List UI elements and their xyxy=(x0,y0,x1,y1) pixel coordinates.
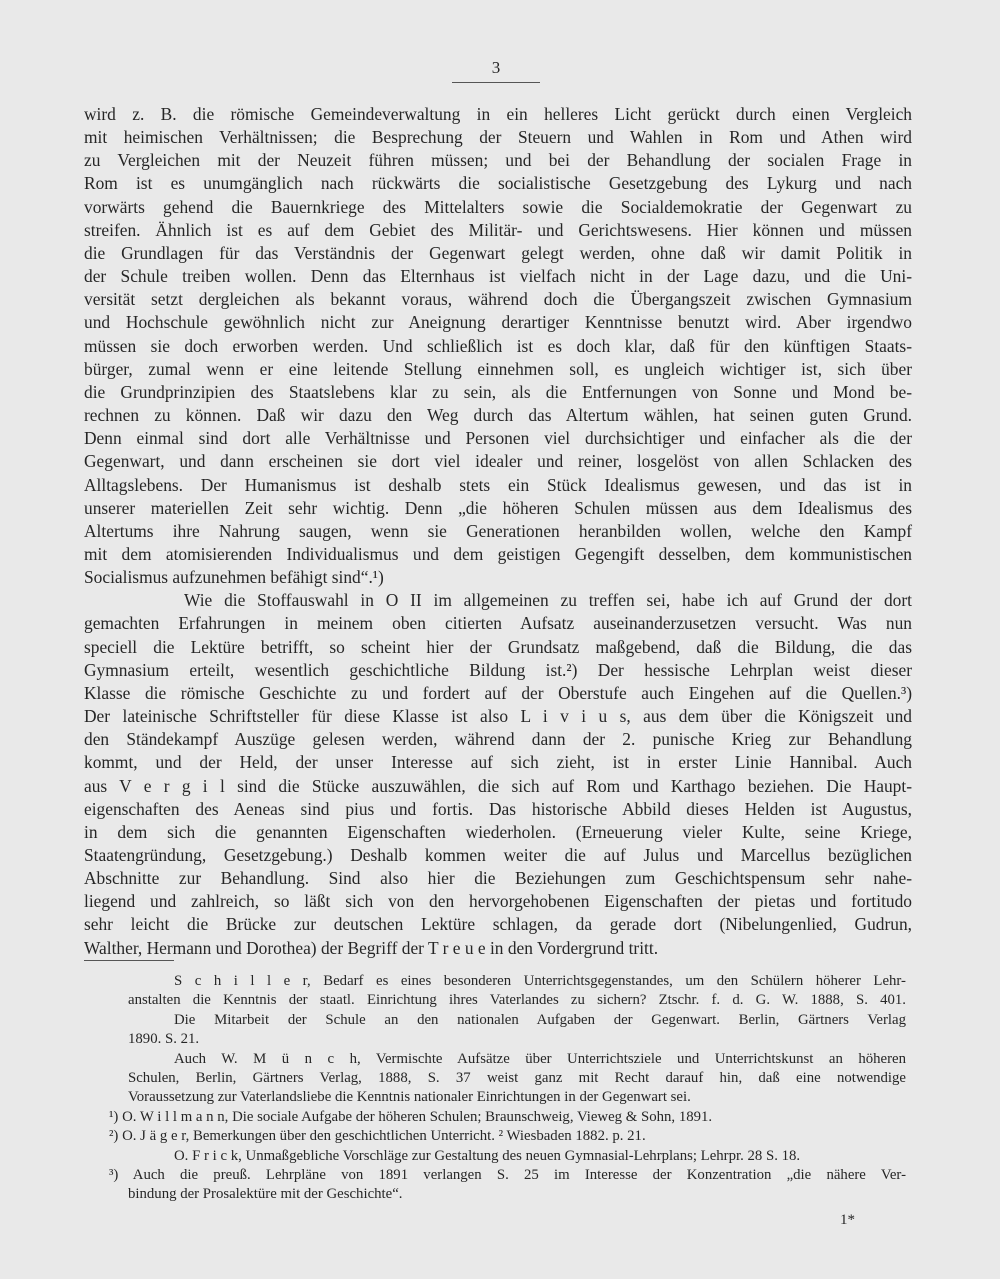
page-number: 3 xyxy=(491,58,501,77)
header-rule xyxy=(452,82,540,83)
text-line: vorwärts gehend die Bauernkriege des Mittelalters sowie die Socialdemokratie der Gegenwart zu xyxy=(84,196,912,217)
main-text xyxy=(84,103,912,960)
text-line: und Hochschule gewöhnlich nicht zur Aneignung derartiger Kenntnisse benutzt wird. Aber irgendwo xyxy=(84,312,912,333)
paragraph-start-line: Wie die Stoffauswahl in O II im allgemeinen zu treffen sei, habe ich auf Grund der dort xyxy=(184,590,912,611)
text-line: Gymnasium erteilt, wesentlich geschichtliche Bildung ist.²) Der hessische Lehrplan weist dieser xyxy=(84,659,912,680)
text-line: mit dem atomisierenden Individualismus und dem geistigen Gegengift desselben, dem kommunistischen xyxy=(84,543,912,564)
text-line: Abschnitte zur Behandlung. Sind also hier die Beziehungen zum Geschichtspensum sehr nahe- xyxy=(84,868,912,889)
footnote-line: O. F r i c k, Unmaßgebliche Vorschläge zur Gestaltung des neuen Gymnasial-Lehrplans; Lehrpr. 28 S. 18. xyxy=(174,1147,801,1164)
text-line: Altertums ihre Nahrung saugen, wenn sie Generationen heranbilden wollen, welche den Kampf xyxy=(84,520,912,541)
text-line: mit heimischen Verhältnissen; die Besprechung der Steuern und Wahlen in Rom und Athen wird xyxy=(84,127,912,148)
text-line: gemachten Erfahrungen in meinem oben citierten Aufsatz auseinanderzusetzen versucht. Was nun xyxy=(84,613,912,634)
text-line: streifen. Ähnlich ist es auf dem Gebiet des Militär- und Gerichtswesens. Hier können und müssen xyxy=(84,219,912,240)
text-line: unserer materiellen Zeit sehr wichtig. Denn „die höheren Schulen müssen aus dem Idealismus des xyxy=(84,497,912,518)
text-line: versität setzt dergleichen als bekannt voraus, während doch die Übergangszeit zwischen Gymnasium xyxy=(84,289,912,310)
text-line: Staatengründung, Gesetzgebung.) Deshalb kommen weiter die auf Julus und Marcellus bezüglichen xyxy=(84,845,912,865)
footnote-line: 1890. S. 21. xyxy=(128,1031,200,1048)
text-line: Socialismus aufzunehmen befähigt sind“.¹) xyxy=(84,567,384,588)
text-line: speciell die Lektüre betrifft, so scheint hier der Grundsatz maßgebend, daß die Bildung, die das xyxy=(84,636,912,657)
text-line: den Ständekampf Auszüge gelesen werden, während dann der 2. punische Krieg zur Behandlung xyxy=(84,729,912,750)
footnote-rule xyxy=(84,960,174,961)
text-line: Walther, Hermann und Dorothea) der Begriff der T r e u e in den Vordergrund tritt. xyxy=(84,937,659,958)
text-line: Denn einmal sind dort alle Verhältnisse und Personen viel durchsichtiger und einfacher als die der xyxy=(84,428,912,449)
text-line: bürger, zumal wenn er eine leitende Stellung einnehmen soll, es ungleich wichtiger ist, sich über xyxy=(84,358,912,379)
text-line: Alltagslebens. Der Humanismus ist deshalb stets ein Stück Idealismus gewesen, und das ist in xyxy=(84,474,912,495)
footnote-line: Die Mitarbeit der Schule an den nationalen Aufgaben der Gegenwart. Berlin, Gärtners Verlag xyxy=(174,1011,906,1028)
footnote-line: bindung der Prosalektüre mit der Geschichte“. xyxy=(128,1186,403,1203)
text-line: sehr leicht die Brücke zur deutschen Lektüre schlagen, da gerade dort (Nibelungenlied, Gudrun, xyxy=(84,914,912,935)
text-line: zu Vergleichen mit der Neuzeit führen müssen; und bei der Behandlung der socialen Frage in xyxy=(84,150,912,171)
text-line: eigenschaften des Aeneas sind pius und fortis. Das historische Abbild dieses Helden ist Augustus, xyxy=(84,798,912,819)
text-line: wird z. B. die römische Gemeindeverwaltung in ein helleres Licht gerückt durch einen Vergleich xyxy=(84,104,912,124)
text-line: kommt, und der Held, der unser Interesse auf sich zieht, ist in erster Linie Hannibal. Auch xyxy=(84,752,912,773)
footnote-line: Voraussetzung zur Vaterlandsliebe die Kenntnis nationaler Einrichtungen in der Gegenwart sei. xyxy=(128,1089,691,1106)
text-line: der Schule treiben wollen. Denn das Elternhaus ist vielfach nicht in der Lage dazu, und die Uni- xyxy=(84,266,912,287)
text-line: Klasse die römische Geschichte zu und fordert auf der Oberstufe auch Eingehen auf die Quellen.³) xyxy=(84,682,912,703)
text-line: aus V e r g i l sind die Stücke auszuwählen, die sich auf Rom und Karthago beziehen. Die Haupt- xyxy=(84,775,912,796)
text-line: Rom ist es unumgänglich nach rückwärts die socialistische Gesetzgebung des Lykurg und nach xyxy=(84,173,912,194)
text-line: liegend und zahlreich, so läßt sich von den hervorgehobenen Eigenschaften der pietas und fortitudo xyxy=(84,891,912,912)
footnote-line: Auch W. M ü n c h, Vermischte Aufsätze über Unterrichtsziele und Unterrichtskunst an höheren xyxy=(174,1050,906,1067)
text-line: die Grundlagen für das Verständnis der Gegenwart gelegt werden, ohne daß wir damit Politik in xyxy=(84,242,912,263)
signature-mark: 1* xyxy=(840,1212,855,1228)
footnote-line: Schulen, Berlin, Gärtners Verlag, 1888, S. 37 weist ganz mit Recht darauf hin, daß eine notwendige xyxy=(128,1070,906,1087)
footnote-3: ³) Auch die preuß. Lehrpläne von 1891 verlangen S. 25 im Interesse der Konzentration „die nähere Ver- xyxy=(109,1167,906,1184)
footnote-line: S c h i l l e r, Bedarf es eines besonderen Unterrichtsgegenstandes, um den Schülern höherer Lehr- xyxy=(174,973,906,989)
text-line: Der lateinische Schriftsteller für diese Klasse ist also L i v i u s, aus dem über die Königszeit und xyxy=(84,706,912,727)
footnotes xyxy=(84,972,906,1205)
text-line: müssen sie doch erworben werden. Und schließlich ist es doch klar, daß für den künftigen Staats- xyxy=(84,335,912,356)
footnote-1: ¹) O. W i l l m a n n, Die sociale Aufgabe der höheren Schulen; Braunschweig, Vieweg & Sohn, 1891. xyxy=(109,1108,713,1125)
text-line: Gegenwart, und dann erscheinen sie dort viel idealer und reiner, losgelöst von allen Schlacken des xyxy=(84,451,912,472)
text-line: in dem sich die genannten Eigenschaften wiederholen. (Erneuerung vieler Kulte, seine Kriege, xyxy=(84,821,912,842)
footnote-2: ²) O. J ä g e r, Bemerkungen über den geschichtlichen Unterricht. ² Wiesbaden 1882. p. 21. xyxy=(109,1128,646,1145)
text-line: rechnen zu können. Daß wir dazu den Weg durch das Altertum wählen, hat seinen guten Grund. xyxy=(84,405,912,426)
footnote-line: anstalten die Kenntnis der staatl. Einrichtung ihres Vaterlandes zu sichern? Ztschr. f. d. G. W. 1888, S. 401. xyxy=(128,992,906,1009)
text-line: die Grundprinzipien des Staatslebens klar zu sein, als die Entfernungen von Sonne und Mond be- xyxy=(84,381,912,402)
